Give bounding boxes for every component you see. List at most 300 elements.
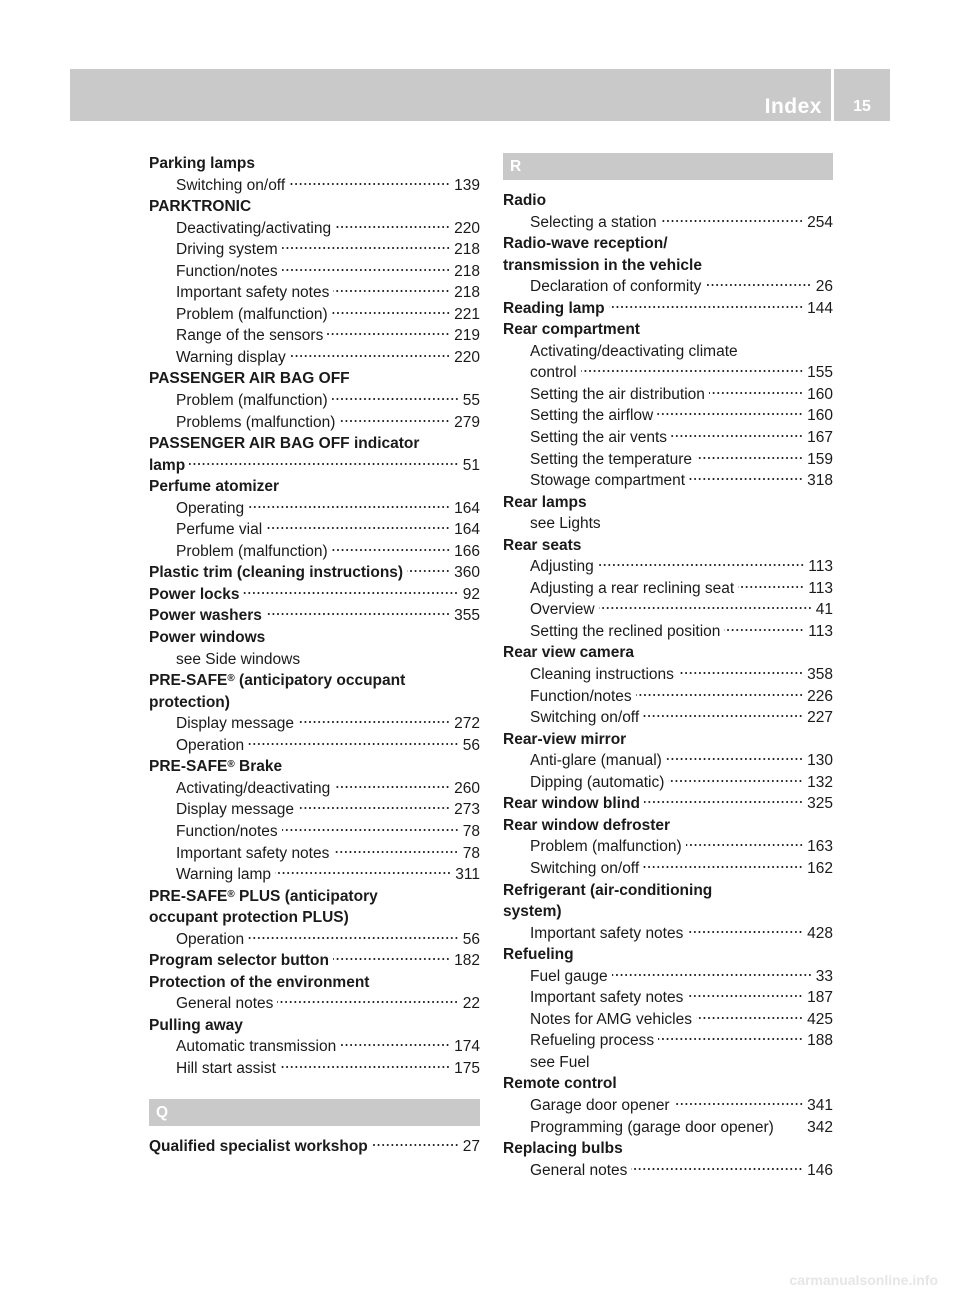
- entry-label: [149, 886, 378, 908]
- dot-leader: [189, 462, 459, 466]
- index-subentry[interactable]: [503, 449, 833, 471]
- index-entry: [503, 233, 833, 255]
- page-reference[interactable]: 162: [807, 859, 833, 877]
- page-reference[interactable]: 221: [454, 305, 480, 323]
- dot-leader: [644, 800, 803, 804]
- page-reference[interactable]: 92: [462, 585, 480, 603]
- entry-label: [530, 966, 608, 988]
- index-subentry[interactable]: [149, 929, 480, 951]
- dot-leader: [678, 671, 803, 675]
- index-subentry[interactable]: [503, 470, 833, 492]
- dot-leader: [333, 957, 450, 961]
- page-reference[interactable]: 318: [807, 472, 833, 490]
- page-number: 15: [853, 98, 871, 115]
- index-entry[interactable]: [503, 298, 833, 320]
- entry-label: [530, 449, 692, 471]
- index-subentry[interactable]: [149, 541, 480, 563]
- entry-label: [176, 218, 331, 240]
- index-subentry[interactable]: [149, 1058, 480, 1080]
- entry-label: [530, 772, 664, 794]
- entry-label-text: Refueling: [503, 946, 574, 964]
- page-reference[interactable]: 272: [454, 715, 480, 733]
- index-entry: [149, 368, 480, 390]
- entry-label: [149, 627, 265, 649]
- dot-leader: [332, 397, 459, 401]
- index-subentry[interactable]: [149, 735, 480, 757]
- page-reference[interactable]: 51: [462, 456, 480, 474]
- entry-label: [149, 907, 349, 929]
- page-reference[interactable]: 41: [815, 601, 833, 619]
- registered-mark: ®: [227, 759, 235, 771]
- entry-label-text: Function/notes: [176, 822, 278, 840]
- dot-leader: [581, 369, 804, 373]
- dot-leader: [334, 785, 450, 789]
- index-subentry[interactable]: [149, 993, 480, 1015]
- dot-leader: [599, 606, 812, 610]
- index-subentry[interactable]: [503, 384, 833, 406]
- dot-leader: [280, 1065, 450, 1069]
- entry-label-text: Protection of the environment: [149, 973, 370, 991]
- entry-label: [176, 1058, 276, 1080]
- page-reference[interactable]: 113: [808, 622, 833, 640]
- entry-label-text: PASSENGER AIR BAG OFF indicator: [149, 435, 420, 453]
- index-entry[interactable]: [149, 950, 480, 972]
- entry-label-text: Qualified specialist workshop: [149, 1137, 368, 1155]
- entry-label-text: Problems (malfunction): [176, 413, 336, 431]
- page-reference[interactable]: 279: [454, 413, 480, 431]
- index-subentry[interactable]: [503, 923, 833, 945]
- dot-leader: [266, 612, 450, 616]
- index-subentry[interactable]: [503, 427, 833, 449]
- page-reference[interactable]: 219: [454, 327, 480, 345]
- entry-label-text: Cleaning instructions: [530, 666, 674, 684]
- index-subentry[interactable]: [503, 1160, 833, 1182]
- entry-label: [176, 799, 294, 821]
- index-entry: [149, 972, 480, 994]
- index-column-right: [503, 153, 833, 1181]
- dot-leader: [332, 548, 451, 552]
- index-subentry[interactable]: [149, 519, 480, 541]
- index-subentry[interactable]: [503, 621, 833, 643]
- entry-label-text: Operation: [176, 736, 245, 754]
- index-entry: [149, 907, 480, 929]
- entry-label-text: occupant protection PLUS): [149, 909, 349, 927]
- page-reference[interactable]: 226: [807, 687, 833, 705]
- entry-label-text: General notes: [530, 1161, 628, 1179]
- dot-leader: [335, 225, 450, 229]
- dot-leader: [332, 311, 451, 315]
- entry-label: [149, 455, 185, 477]
- entry-label: [530, 556, 594, 578]
- dot-leader: [643, 865, 803, 869]
- index-subentry[interactable]: [503, 276, 833, 298]
- index-subentry[interactable]: [149, 778, 480, 800]
- dot-leader: [705, 283, 811, 287]
- entry-label: [503, 1073, 617, 1095]
- index-entry[interactable]: [149, 455, 480, 477]
- index-entry: [149, 886, 480, 908]
- page-reference[interactable]: 273: [454, 801, 480, 819]
- page-reference[interactable]: 113: [808, 579, 833, 597]
- entry-label: [176, 929, 244, 951]
- spacer: [149, 1080, 480, 1099]
- index-subentry: [503, 513, 833, 535]
- dot-leader: [689, 477, 803, 481]
- page-reference[interactable]: 218: [454, 284, 480, 302]
- entry-label: [530, 858, 639, 880]
- entry-label-text: PARKTRONIC: [149, 198, 252, 216]
- entry-label-text: PRE-SAFE: [149, 672, 228, 690]
- entry-label-text: Stowage compartment: [530, 472, 686, 490]
- entry-label: [176, 304, 328, 326]
- page-reference[interactable]: 55: [462, 392, 480, 410]
- entry-label: [176, 1036, 336, 1058]
- index-subentry[interactable]: [503, 1095, 833, 1117]
- entry-label: [176, 390, 328, 412]
- entry-label-text: control: [530, 364, 577, 382]
- entry-label-text: Declaration of conformity: [530, 278, 702, 296]
- page-reference[interactable]: 218: [454, 241, 480, 259]
- dot-leader: [738, 585, 804, 589]
- section-header-r: R: [503, 153, 833, 180]
- index-subentry[interactable]: [503, 599, 833, 621]
- dot-leader: [277, 1000, 458, 1004]
- page-reference[interactable]: 166: [454, 542, 480, 560]
- index-entry: [149, 627, 480, 649]
- index-entry: [149, 153, 480, 175]
- entry-label: [149, 584, 239, 606]
- index-entry: [503, 492, 833, 514]
- entry-label-text: Rear seats: [503, 536, 582, 554]
- page-reference[interactable]: 78: [462, 844, 480, 862]
- index-subentry[interactable]: [149, 390, 480, 412]
- index-subentry[interactable]: [149, 843, 480, 865]
- entry-label-text: Perfume atomizer: [149, 478, 280, 496]
- page-reference[interactable]: 132: [807, 773, 833, 791]
- index-entry: [149, 692, 480, 714]
- index-subentry[interactable]: [503, 1030, 833, 1052]
- page-reference[interactable]: 26: [815, 278, 833, 296]
- dot-leader: [298, 806, 450, 810]
- page-reference[interactable]: 325: [807, 795, 833, 813]
- index-subentry[interactable]: [149, 347, 480, 369]
- page-reference[interactable]: 355: [454, 607, 480, 625]
- page-reference[interactable]: 358: [807, 666, 833, 684]
- page-reference[interactable]: 78: [462, 822, 480, 840]
- index-entry: [149, 670, 480, 692]
- page-reference[interactable]: 428: [807, 924, 833, 942]
- entry-label-text: Problem (malfunction): [176, 542, 328, 560]
- entry-label: [149, 1136, 368, 1158]
- index-subentry[interactable]: [503, 858, 833, 880]
- page-reference[interactable]: 360: [454, 564, 480, 582]
- entry-label: [503, 319, 640, 341]
- index-entry[interactable]: [149, 562, 480, 584]
- index-subentry[interactable]: [503, 362, 833, 384]
- entry-label: [503, 880, 712, 902]
- index-subentry[interactable]: [503, 987, 833, 1009]
- page-reference[interactable]: 167: [807, 429, 833, 447]
- entry-label: [176, 412, 335, 434]
- page-reference[interactable]: 159: [807, 450, 833, 468]
- dot-leader: [340, 1043, 450, 1047]
- page-reference[interactable]: 164: [454, 499, 480, 517]
- index-entry[interactable]: [149, 605, 480, 627]
- entry-label-text: PLUS (anticipatory: [234, 887, 378, 905]
- entry-label: [149, 670, 405, 692]
- entry-label-text: Rear-view mirror: [503, 730, 627, 748]
- entry-label: [530, 1095, 670, 1117]
- dot-leader: [658, 1037, 803, 1041]
- page-reference[interactable]: 425: [807, 1010, 833, 1028]
- page-reference[interactable]: 164: [454, 521, 480, 539]
- entry-label: [530, 923, 683, 945]
- entry-label: [503, 492, 587, 514]
- entry-label: [149, 756, 282, 778]
- index-entry[interactable]: [503, 793, 833, 815]
- page-reference[interactable]: 113: [808, 558, 833, 576]
- index-subentry[interactable]: [503, 707, 833, 729]
- entry-label: [503, 901, 562, 923]
- dot-leader: [372, 1143, 459, 1147]
- dot-leader: [266, 526, 450, 530]
- section-header-q: Q: [149, 1099, 480, 1126]
- page-reference[interactable]: 254: [807, 213, 833, 231]
- page-reference[interactable]: 130: [807, 752, 833, 770]
- index-subentry[interactable]: [149, 282, 480, 304]
- entry-label: [530, 707, 639, 729]
- page-reference[interactable]: 56: [462, 930, 480, 948]
- index-subentry[interactable]: [149, 261, 480, 283]
- index-subentry: [149, 649, 480, 671]
- index-entry: [149, 433, 480, 455]
- entry-label: [530, 1052, 589, 1074]
- dot-leader: [687, 994, 803, 998]
- page-reference[interactable]: 342: [807, 1118, 833, 1136]
- entry-label-text: Brake: [234, 758, 283, 776]
- dot-leader: [636, 693, 803, 697]
- page-reference[interactable]: 163: [807, 838, 833, 856]
- page-reference[interactable]: 188: [807, 1032, 833, 1050]
- page-reference[interactable]: 33: [815, 967, 833, 985]
- index-subentry[interactable]: [149, 175, 480, 197]
- index-subentry[interactable]: [503, 750, 833, 772]
- entry-label: [149, 153, 255, 175]
- index-entry[interactable]: [149, 584, 480, 606]
- entry-label-text: Replacing bulbs: [503, 1140, 623, 1158]
- index-subentry[interactable]: [503, 966, 833, 988]
- index-subentry[interactable]: [149, 304, 480, 326]
- entry-label-text: Adjusting a rear reclining seat: [530, 579, 735, 597]
- dot-leader: [298, 720, 450, 724]
- entry-label: [176, 519, 262, 541]
- page-reference[interactable]: 311: [455, 866, 480, 884]
- index-entry: [503, 815, 833, 837]
- page-reference[interactable]: 220: [454, 348, 480, 366]
- entry-label: [503, 535, 581, 557]
- page-reference[interactable]: 22: [462, 995, 480, 1013]
- index-subentry[interactable]: [149, 239, 480, 261]
- index-subentry[interactable]: [149, 412, 480, 434]
- page-reference[interactable]: 175: [454, 1059, 480, 1077]
- entry-label-text: Function/notes: [176, 262, 278, 280]
- entry-label: [176, 325, 323, 347]
- entry-label-text: Pulling away: [149, 1016, 243, 1034]
- entry-label-text: General notes: [176, 995, 274, 1013]
- dot-leader: [724, 628, 804, 632]
- entry-label-text: Display message: [176, 715, 295, 733]
- entry-label: [530, 621, 720, 643]
- entry-label-text: Overview: [530, 601, 595, 619]
- spacer: [503, 180, 833, 190]
- index-subentry[interactable]: [149, 498, 480, 520]
- entry-label-text: transmission in the vehicle: [503, 256, 702, 274]
- index-subentry[interactable]: [149, 218, 480, 240]
- dot-leader: [657, 412, 803, 416]
- entry-label-text: Rear window defroster: [503, 816, 671, 834]
- index-entry: [149, 1015, 480, 1037]
- entry-label: [176, 649, 300, 671]
- entry-label-text: Activating/deactivating climate: [530, 342, 738, 360]
- entry-label: [176, 282, 329, 304]
- index-entry: [503, 535, 833, 557]
- index-entry: [503, 944, 833, 966]
- entry-label: [149, 476, 279, 498]
- page-reference[interactable]: 187: [807, 989, 833, 1007]
- entry-label: [149, 368, 350, 390]
- dot-leader: [661, 219, 803, 223]
- index-subentry[interactable]: [149, 1036, 480, 1058]
- index-subentry[interactable]: [149, 821, 480, 843]
- dot-leader: [696, 1016, 803, 1020]
- entry-label-text: Important safety notes: [176, 844, 330, 862]
- page-reference[interactable]: 260: [454, 779, 480, 797]
- index-entry: [503, 901, 833, 923]
- page-reference[interactable]: 160: [807, 407, 833, 425]
- entry-label: [530, 664, 674, 686]
- page-reference[interactable]: 27: [462, 1137, 480, 1155]
- registered-mark: ®: [227, 673, 235, 685]
- dot-leader: [333, 289, 450, 293]
- entry-label-text: Rear window blind: [503, 795, 640, 813]
- dot-leader: [778, 1124, 803, 1128]
- entry-label: [530, 599, 595, 621]
- index-subentry[interactable]: [149, 713, 480, 735]
- entry-label-text: Warning display: [176, 348, 286, 366]
- entry-label-text: Important safety notes: [530, 989, 684, 1007]
- index-entry: [503, 642, 833, 664]
- entry-label: [149, 562, 403, 584]
- entry-label-text: Parking lamps: [149, 155, 255, 172]
- entry-label-text: PRE-SAFE: [149, 887, 228, 905]
- dot-leader: [327, 332, 450, 336]
- index-entry[interactable]: [149, 1136, 480, 1158]
- entry-label-text: Garage door opener: [530, 1096, 670, 1114]
- index-subentry: [503, 1052, 833, 1074]
- index-subentry[interactable]: [149, 799, 480, 821]
- page-reference[interactable]: 155: [807, 364, 833, 382]
- entry-label: [176, 713, 294, 735]
- entry-label-text: Setting the temperature: [530, 450, 692, 468]
- page-reference[interactable]: 218: [454, 262, 480, 280]
- entry-label-text: Important safety notes: [530, 924, 684, 942]
- entry-label-text: (anticipatory occupant: [234, 672, 406, 690]
- index-column-left: [149, 153, 480, 1157]
- index-subentry[interactable]: [503, 772, 833, 794]
- entry-label: [149, 972, 369, 994]
- entry-label: [503, 298, 605, 320]
- index-subentry[interactable]: [149, 864, 480, 886]
- entry-label-text: Operation: [176, 930, 245, 948]
- page-reference[interactable]: 174: [454, 1038, 480, 1056]
- entry-label-text: Plastic trim (cleaning instructions): [149, 564, 404, 582]
- index-subentry[interactable]: [503, 556, 833, 578]
- index-entry: [503, 190, 833, 212]
- page-reference[interactable]: 160: [807, 385, 833, 403]
- page-reference[interactable]: 139: [454, 176, 480, 194]
- entry-label: [530, 405, 653, 427]
- page-reference[interactable]: 146: [807, 1161, 833, 1179]
- index-subentry[interactable]: [503, 1009, 833, 1031]
- dot-leader: [290, 354, 450, 358]
- page-reference[interactable]: 227: [807, 709, 833, 727]
- index-subentry[interactable]: [503, 578, 833, 600]
- entry-label-text: Activating/deactivating: [176, 779, 331, 797]
- page-reference[interactable]: 56: [462, 736, 480, 754]
- entry-label-text: Range of the sensors: [176, 327, 324, 345]
- spacer: [149, 1126, 480, 1136]
- entry-label: [176, 778, 330, 800]
- entry-label-text: Setting the reclined position: [530, 622, 721, 640]
- entry-label: [530, 578, 734, 600]
- entry-label-text: Problem (malfunction): [530, 838, 682, 856]
- entry-label: [530, 212, 657, 234]
- index-subentry[interactable]: [503, 836, 833, 858]
- entry-label: [176, 735, 244, 757]
- index-subentry[interactable]: [503, 1117, 833, 1139]
- entry-label-text: Deactivating/activating: [176, 219, 332, 237]
- index-entry: [503, 729, 833, 751]
- entry-label: [503, 642, 634, 664]
- entry-label-text: Setting the air vents: [530, 429, 667, 447]
- dot-leader: [666, 757, 803, 761]
- index-entry: [503, 1073, 833, 1095]
- index-subentry[interactable]: [503, 405, 833, 427]
- entry-label: [530, 836, 682, 858]
- index-entry: [149, 476, 480, 498]
- dot-leader: [671, 434, 803, 438]
- entry-label: [149, 692, 230, 714]
- index-subentry[interactable]: [503, 212, 833, 234]
- entry-label-text: Setting the airflow: [530, 407, 654, 425]
- page-reference[interactable]: 144: [807, 299, 833, 317]
- page-header: [70, 69, 890, 121]
- dot-leader: [631, 1167, 803, 1171]
- index-subentry[interactable]: [503, 664, 833, 686]
- page-reference[interactable]: 220: [454, 219, 480, 237]
- index-subentry[interactable]: [149, 325, 480, 347]
- index-subentry[interactable]: [503, 686, 833, 708]
- dot-leader: [282, 246, 450, 250]
- entry-label: [176, 864, 271, 886]
- page-reference[interactable]: 182: [454, 952, 480, 970]
- entry-label: [503, 815, 670, 837]
- entry-label: [530, 341, 738, 363]
- entry-label-text: Fuel gauge: [530, 967, 608, 985]
- entry-label-text: Problem (malfunction): [176, 305, 328, 323]
- entry-label-text: Notes for AMG vehicles: [530, 1010, 692, 1028]
- page-reference[interactable]: 341: [807, 1096, 833, 1114]
